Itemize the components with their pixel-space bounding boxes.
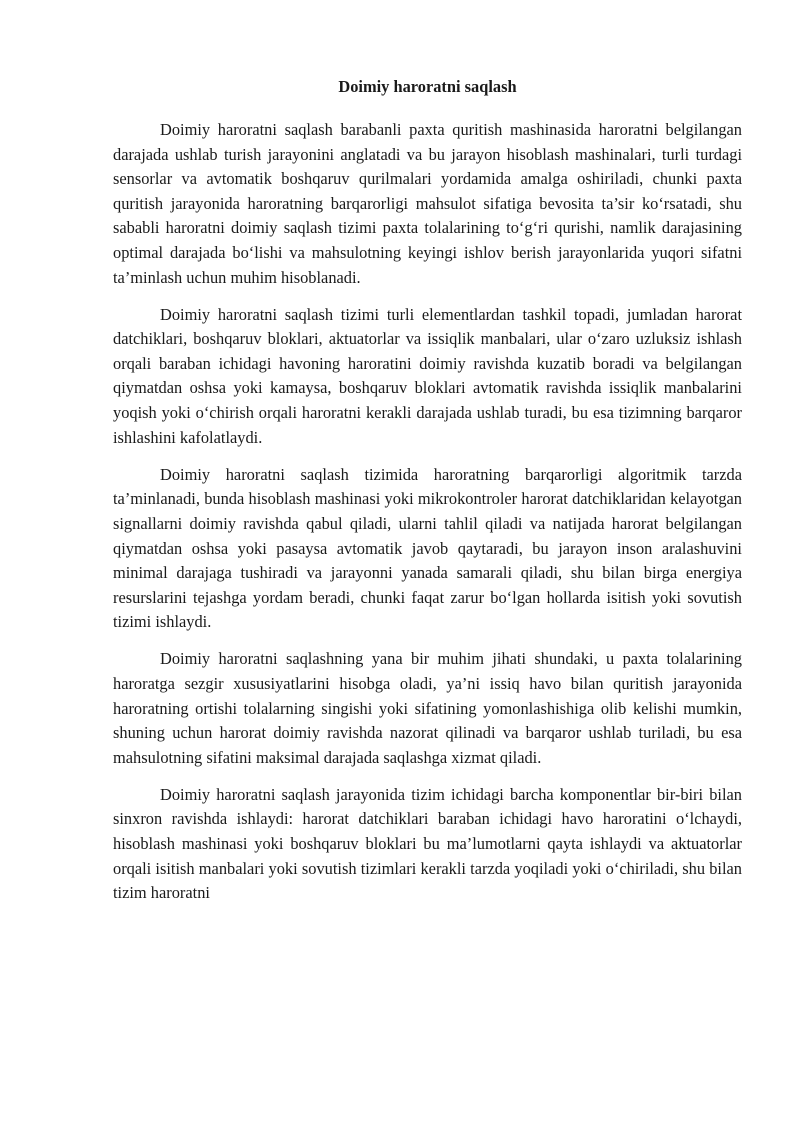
- paragraph-5: Doimiy haroratni saqlash jarayonida tizim ichidagi barcha komponentlar bir-biri bilan sinxron ravishda ishlaydi: harorat datchiklari baraban ichidagi havo haroratini o‘lchaydi, hisoblash mashinasi yoki boshqaruv bloklari bu ma’lumotlarni qayta ishlaydi va aktuatorlar orqali isitish manbalari yoki sovutish tizimlari kerakli tarzda yoqiladi yoki o‘chiriladi, shu bilan tizim haroratni: [113, 784, 742, 903]
- paragraph-2: Doimiy haroratni saqlash tizimi turli elementlardan tashkil topadi, jumladan harorat datchiklari, boshqaruv bloklari, aktuatorlar va issiqlik manbalari, ular o‘zaro uzluksiz ishlash orqali baraban ichidagi havoning haroratini doimiy ravishda kuzatib boradi va belgilangan qiymatdan oshsa yoki kamaysa, boshqaruv bloklari avtomatik ravishda issiqlik manbalarini yoqish yoki o‘chirish orqali haroratni kerakli darajada ushlab turadi, bu esa tizimning barqaror ishlashini kafolatlaydi.: [113, 304, 742, 447]
- paragraph-4: Doimiy haroratni saqlashning yana bir muhim jihati shundaki, u paxta tolalarining haroratga sezgir xususiyatlarini hisobga oladi, ya’ni issiq havo bilan quritish jarayonida haroratning ortishi tolalarning singishi yoki sifatining yomonlashishiga olib kelishi mumkin, shuning uchun harorat doimiy ravishda nazorat qilinadi va barqaror ushlab turiladi, bu esa mahsulotning sifatini maksimal darajada saqlashga xizmat qiladi.: [113, 649, 742, 767]
- paragraph-1: Doimiy haroratni saqlash barabanli paxta quritish mashinasida haroratni belgilangan darajada ushlab turish jarayonini anglatadi va bu jarayon hisoblash mashinalari, turli turdagi sensorlar va avtomatik boshqaruv qurilmalari yordamida amalga oshiriladi, chunki paxta quritish jarayonida haroratning barqarorligi mahsulot sifatiga bevosita ta’sir ko‘rsatadi, shu sababli haroratni doimiy saqlash tizimi paxta tolalarining to‘g‘ri qurishi, namlik darajasining optimal darajada bo‘lishi va mahsulotning keyingi ishlov berish jarayonlarida yuqori sifatni ta’minlash uchun muhim hisoblanadi.: [113, 120, 742, 287]
- document-title: Doimiy haroratni saqlash: [338, 77, 517, 96]
- document-body: [113, 76, 742, 906]
- paragraph-3: Doimiy haroratni saqlash tizimida haroratning barqarorligi algoritmik tarzda ta’minlanadi, bunda hisoblash mashinasi yoki mikrokontroler harorat datchiklaridan kelayotgan signallarni doimiy ravishda qabul qiladi, ularni tahlil qiladi va natijada harorat belgilangan qiymatdan oshsa yoki pasaysa avtomatik javob qaytaradi, bu jarayon inson aralashuvini minimal darajaga tushiradi va jarayonni yanada samarali qiladi, shu bilan birga energiya resurslarini tejashga yordam beradi, chunki faqat zarur bo‘lgan hollarda isitish yoki sovutish tizimi ishlaydi.: [113, 464, 742, 632]
